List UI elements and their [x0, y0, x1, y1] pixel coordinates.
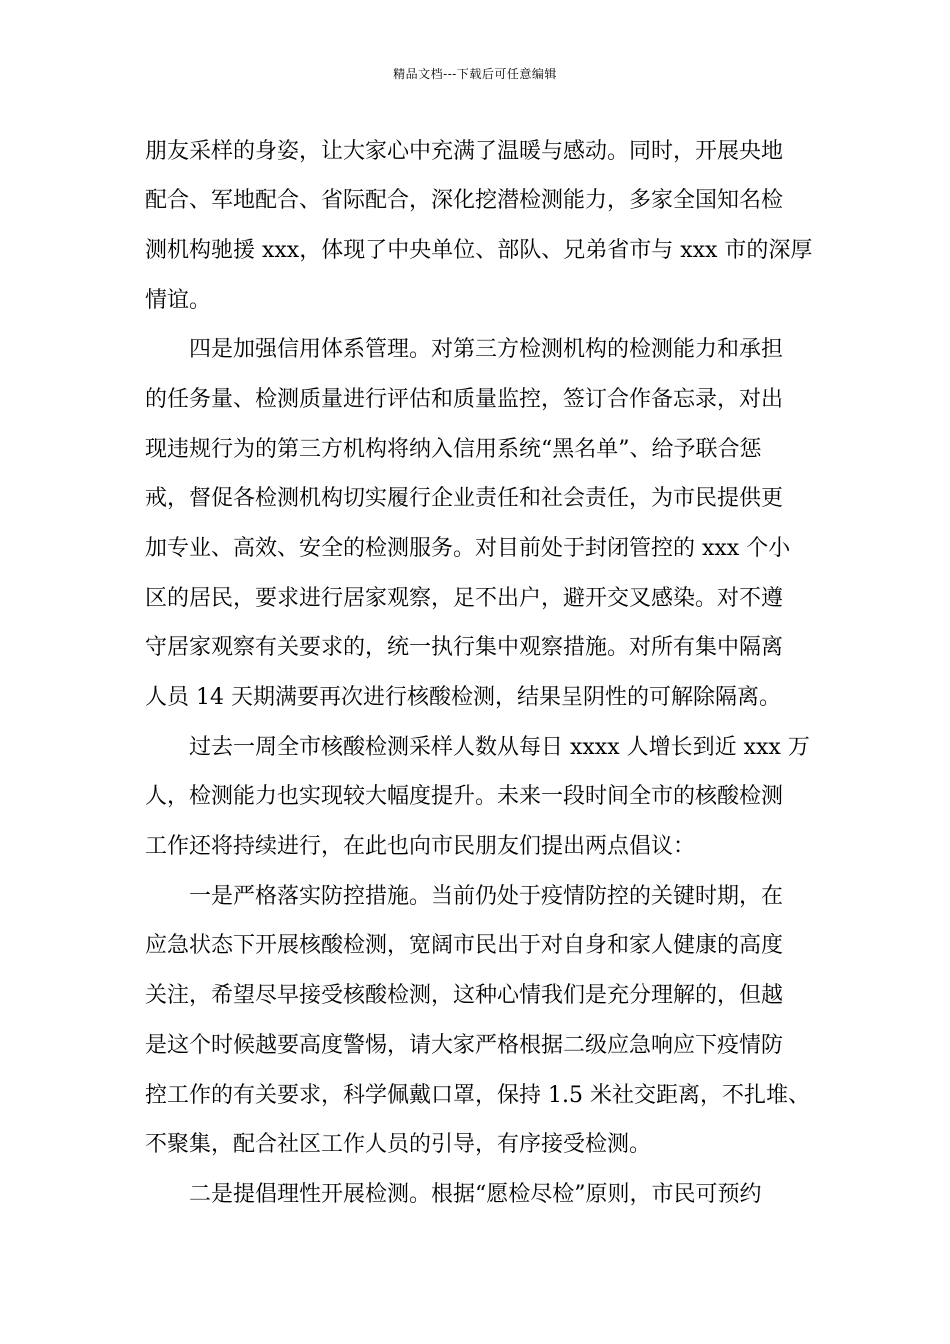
paragraph-2-line-6: 区的居民，要求进行居家观察，足不出户，避开交叉感染。对不遵	[145, 586, 784, 611]
paragraph-4-line-2: 应急状态下开展核酸检测，宽阔市民出于对自身和家人健康的高度	[145, 933, 784, 958]
paragraph-2-line-4: 戒，督促各检测机构切实履行企业责任和社会责任，为市民提供更	[145, 486, 784, 511]
paragraph-4-line-5: 控工作的有关要求，科学佩戴口罩，保持 1.5 米社交距离，不扎堆、	[145, 1083, 810, 1108]
paragraph-4-line-6: 不聚集，配合社区工作人员的引导，有序接受检测。	[145, 1132, 652, 1157]
paragraph-1-line-2: 配合、军地配合、省际配合，深化挖潜检测能力，多家全国知名检	[145, 188, 784, 213]
paragraph-2-line-1: 四是加强信用体系管理。对第三方检测机构的检测能力和承担	[189, 337, 784, 362]
paragraph-3-line-3: 工作还将持续进行，在此也向市民朋友们提出两点倡议：	[145, 834, 696, 859]
paragraph-3-line-2: 人，检测能力也实现较大幅度提升。未来一段时间全市的核酸检测	[145, 784, 784, 809]
paragraph-4-line-1: 一是严格落实防控措施。当前仍处于疫情防控的关键时期，在	[189, 884, 784, 909]
paragraph-5-line-1: 二是提倡理性开展检测。根据“愿检尽检”原则，市民可预约	[189, 1182, 762, 1207]
paragraph-4-line-4: 是这个时候越要高度警惕，请大家严格根据二级应急响应下疫情防	[145, 1033, 784, 1058]
paragraph-2-line-3: 现违规行为的第三方机构将纳入信用系统“黑名单”、给予联合惩	[145, 437, 762, 462]
paragraph-1-line-1: 朋友采样的身姿，让大家心中充满了温暖与感动。同时，开展央地	[145, 139, 784, 164]
paragraph-1-line-3: 测机构驰援 xxx，体现了中央单位、部队、兄弟省市与 xxx 市的深厚	[145, 238, 813, 263]
paragraph-2-line-8: 人员 14 天期满要再次进行核酸检测，结果呈阴性的可解除隔离。	[145, 685, 781, 710]
paragraph-1-line-4: 情谊。	[145, 288, 212, 313]
paragraph-2-line-2: 的任务量、检测质量进行评估和质量监控，签订合作备忘录，对出	[145, 387, 784, 412]
paragraph-2-line-5: 加专业、高效、安全的检测服务。对目前处于封闭管控的 xxx 个小	[145, 536, 791, 561]
page-header: 精品文档---下载后可任意编辑	[393, 67, 557, 81]
paragraph-4-line-3: 关注，希望尽早接受核酸检测，这种心情我们是充分理解的，但越	[145, 983, 784, 1008]
paragraph-2-line-7: 守居家观察有关要求的，统一执行集中观察措施。对所有集中隔离	[145, 635, 784, 660]
paragraph-3-line-1: 过去一周全市核酸检测采样人数从每日 xxxx 人增长到近 xxx 万	[189, 735, 810, 760]
